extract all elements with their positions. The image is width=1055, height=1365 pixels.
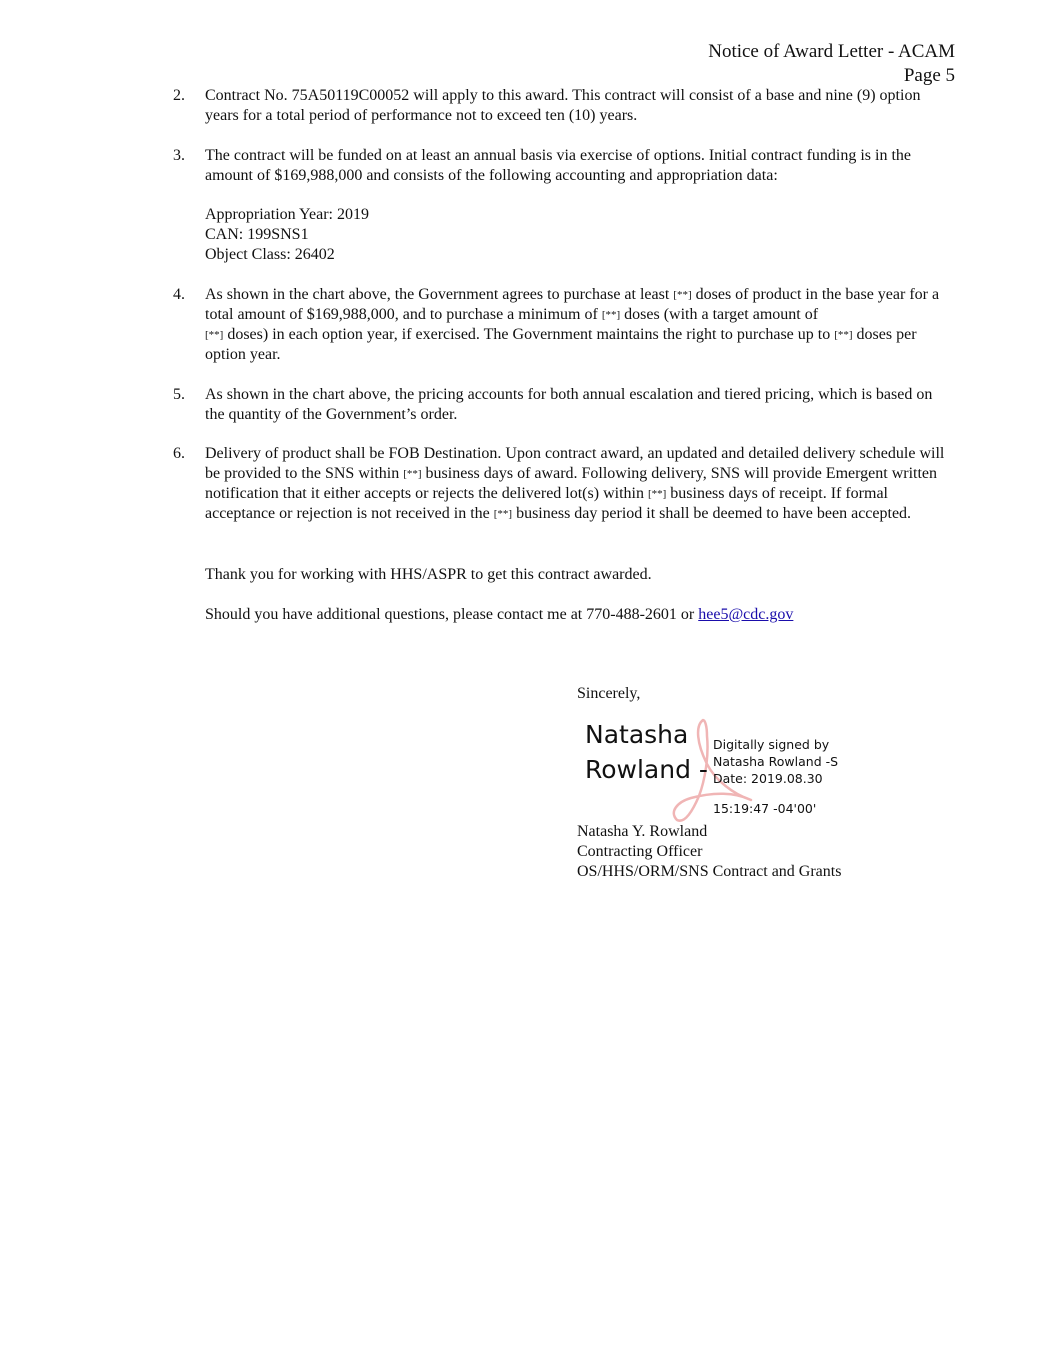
signer-name: Natasha Y. Rowland [577,823,708,840]
appropriation-can: CAN: 199SNS1 [205,226,309,243]
appropriation-data [205,205,965,265]
item-text: Delivery of product shall be FOB Destination. Upon contract award, an updated and detailed delivery schedule will be provided to the SNS within [**] business days of award. Following delivery, SNS will provide Emergent written notification that it either accepts or rejects the delivered lot(s) within [**] business days of receipt. If formal acceptance or rejection is not received in the [**] business day period it shall be deemed to have been accepted. [205,445,945,522]
signature-meta-line3: Date: 2019.08.30 [713,771,823,786]
redaction-mark: [**] [834,329,853,341]
item-number: 4. [173,286,185,303]
header-title: Notice of Award Letter - ACAM [708,41,955,62]
closing-salutation: Sincerely, [577,685,641,702]
appropriation-object-class: Object Class: 26402 [205,246,335,263]
list-item [173,285,953,365]
item-number: 6. [173,445,185,462]
signer-title: Contracting Officer [577,843,703,860]
thanks-paragraph: Thank you for working with HHS/ASPR to get this contract awarded. [205,566,652,583]
redaction-mark: [**] [601,309,621,321]
list-item [173,385,953,425]
item-number: 3. [173,147,185,164]
item-number: 2. [173,87,185,104]
redaction-mark: [**] [673,289,692,301]
redaction-mark: [**] [647,488,667,500]
redaction-mark: [**] [493,508,513,520]
signature-meta-line1: Digitally signed by [713,737,830,752]
signature-meta-line4: 15:19:47 -04'00' [713,801,817,816]
signer-block [577,822,841,882]
item-text: The contract will be funded on at least an annual basis via exercise of options. Initial contract funding is in the amount of $169,988,000 and consists of the following accounting and appropriation data: [205,147,912,184]
redaction-mark: [**] [205,329,224,341]
signature-meta-line2: Natasha Rowland -S [713,754,839,769]
email-link[interactable]: hee5@cdc.gov [698,606,794,623]
list-item [173,146,953,186]
redaction-mark: [**] [403,468,422,480]
signer-org: OS/HHS/ORM/SNS Contract and Grants [577,863,842,880]
item-text: As shown in the chart above, the pricing accounts for both annual escalation and tiered pricing, which is based on the quantity of the Government’s order. [205,386,933,423]
digital-signature [585,716,885,826]
appropriation-year: Appropriation Year: 2019 [205,206,369,223]
item-text: As shown in the chart above, the Government agrees to purchase at least [**] doses of product in the base year for a total amount of $169,988,000, and to purchase a minimum of [**] doses (with a target amount of [**] doses) in each option year, if exercised. The Government maintains the right to purchase up to [**] doses per option year. [205,286,940,363]
contact-paragraph: Should you have additional questions, please contact me at 770-488-2601 or hee5@cdc.gov [205,606,794,623]
list-item [173,444,953,524]
item-number: 5. [173,386,185,403]
list-item [173,86,953,126]
signature-name-line1: Natasha [585,720,689,749]
item-text: Contract No. 75A50119C00052 will apply to this award. This contract will consist of a base and nine (9) option years for a total period of performance not to exceed ten (10) years. [205,87,921,124]
signature-name-line2: Rowland - [585,755,708,784]
header-page-number: Page 5 [903,65,955,86]
